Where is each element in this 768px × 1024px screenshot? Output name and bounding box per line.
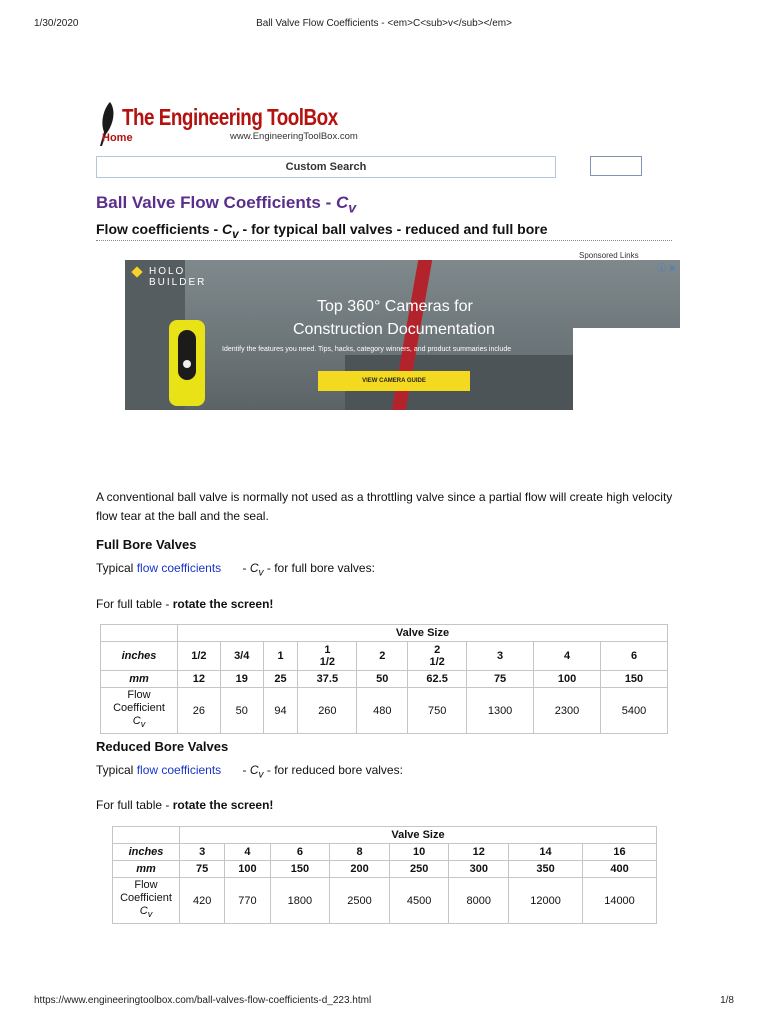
mm-cell: 12: [178, 671, 221, 688]
mm-cell: 19: [220, 671, 263, 688]
mm-cell: 400: [583, 861, 657, 878]
inches-cell: 4: [534, 642, 601, 671]
advertisement-banner[interactable]: [125, 260, 680, 410]
mm-cell: 150: [601, 671, 668, 688]
camera-icon: [169, 320, 205, 406]
reduced-bore-table: [112, 826, 657, 924]
inches-cell: 16: [583, 844, 657, 861]
ad-brand-logo: [135, 266, 206, 288]
cv-cell: 1800: [270, 878, 330, 924]
inches-cell: 14: [509, 844, 583, 861]
cv-cell: 5400: [601, 688, 668, 734]
reduced-bore-rotate-note: For full table - rotate the screen!: [96, 798, 274, 812]
mm-cell: 300: [449, 861, 509, 878]
title-divider: [96, 240, 672, 241]
custom-search-bar[interactable]: Custom Search: [96, 156, 556, 178]
row-label-inches: inches: [113, 844, 180, 861]
inches-cell: 10: [389, 844, 449, 861]
inches-cell: 2 1/2: [408, 642, 467, 671]
cv-cell: 480: [357, 688, 408, 734]
inches-cell: 8: [330, 844, 390, 861]
ad-brand-text: HOLO BUILDER: [149, 266, 207, 288]
inches-cell: 6: [601, 642, 668, 671]
inches-cell: 12: [449, 844, 509, 861]
print-date: 1/30/2020: [34, 18, 79, 29]
mm-cell: 100: [534, 671, 601, 688]
inches-cell: 1 1/2: [298, 642, 357, 671]
row-label-inches: inches: [101, 642, 178, 671]
full-bore-heading: Full Bore Valves: [96, 537, 197, 552]
cv-cell: 26: [178, 688, 221, 734]
row-label-flow-coefficient: Flow Coefficient $C_v$: [101, 688, 178, 734]
cv-cell: 8000: [449, 878, 509, 924]
ad-close-icon[interactable]: ⓘ ✕: [657, 263, 677, 273]
print-title: Ball Valve Flow Coefficients - <em>C<sub>v</sub></em>: [256, 18, 512, 29]
page-title: Ball Valve Flow Coefficients - $C_v$: [96, 193, 357, 217]
table-corner: [101, 625, 178, 642]
reduced-bore-typical-line: Typical flow coefficients - $C_v$ - for reduced bore valves:: [96, 763, 403, 781]
row-label-flow-coefficient: Flow Coefficient $C_v$: [113, 878, 180, 924]
cv-cell: 14000: [583, 878, 657, 924]
inches-cell: 3: [467, 642, 534, 671]
print-page-number: 1/8: [720, 995, 734, 1006]
inches-cell: 3/4: [220, 642, 263, 671]
mm-cell: 25: [263, 671, 298, 688]
inches-cell: 1/2: [178, 642, 221, 671]
camera-lens-dot: [183, 360, 191, 368]
cv-cell: 770: [225, 878, 270, 924]
camera-lens: [178, 330, 196, 380]
ad-description: Identify the features you need. Tips, hacks, category winners, and product summaries include: [222, 346, 512, 353]
cv-cell: 2300: [534, 688, 601, 734]
intro-paragraph: A conventional ball valve is normally not used as a throttling valve since a partial flow will create high velocity flow tear at the ball and the seal.: [96, 490, 673, 523]
cv-cell: 750: [408, 688, 467, 734]
cv-cell: 1300: [467, 688, 534, 734]
home-link[interactable]: Home: [102, 132, 133, 144]
full-bore-table: [100, 624, 668, 734]
row-label-mm: mm: [113, 861, 180, 878]
mm-cell: 100: [225, 861, 270, 878]
mm-cell: 150: [270, 861, 330, 878]
flow-coefficients-link[interactable]: flow coefficients: [136, 561, 222, 575]
full-bore-typical-line: Typical flow coefficients - $C_v$ - for full bore valves:: [96, 561, 375, 579]
flow-coefficients-link[interactable]: flow coefficients: [136, 763, 222, 777]
mm-cell: 62.5: [408, 671, 467, 688]
reduced-bore-heading: Reduced Bore Valves: [96, 739, 229, 754]
site-logo[interactable]: [96, 100, 396, 150]
mm-cell: 75: [180, 861, 225, 878]
inches-cell: 4: [225, 844, 270, 861]
cv-cell: 4500: [389, 878, 449, 924]
cv-cell: 12000: [509, 878, 583, 924]
mm-cell: 350: [509, 861, 583, 878]
mm-cell: 250: [389, 861, 449, 878]
ad-headline-1: Top 360° Cameras for: [317, 298, 473, 315]
ad-headline-2: Construction Documentation: [293, 321, 495, 338]
mm-cell: 37.5: [298, 671, 357, 688]
valve-size-caption: Valve Size: [180, 827, 657, 844]
logo-url: www.EngineeringToolBox.com: [230, 131, 358, 142]
inches-cell: 6: [270, 844, 330, 861]
full-bore-rotate-note: For full table - rotate the screen!: [96, 597, 274, 611]
cv-cell: 2500: [330, 878, 390, 924]
inches-cell: 3: [180, 844, 225, 861]
cv-cell: 260: [298, 688, 357, 734]
page-subtitle: Flow coefficients - $C_v$ - for typical ball valves - reduced and full bore: [96, 221, 548, 241]
inches-cell: 1: [263, 642, 298, 671]
cv-cell: 94: [263, 688, 298, 734]
mm-cell: 75: [467, 671, 534, 688]
sponsored-links-label: Sponsored Links: [579, 251, 639, 260]
row-label-mm: mm: [101, 671, 178, 688]
ad-cta-button[interactable]: VIEW CAMERA GUIDE: [318, 371, 470, 391]
mm-cell: 200: [330, 861, 390, 878]
inches-cell: 2: [357, 642, 408, 671]
table-corner: [113, 827, 180, 844]
logo-title: The Engineering ToolBox: [122, 104, 338, 130]
valve-size-caption: Valve Size: [178, 625, 668, 642]
ad-white-panel: [573, 328, 680, 410]
cv-cell: 50: [220, 688, 263, 734]
mm-cell: 50: [357, 671, 408, 688]
print-url: https://www.engineeringtoolbox.com/ball-valves-flow-coefficients-d_223.html: [34, 995, 372, 1006]
search-input[interactable]: [590, 156, 642, 176]
cv-cell: 420: [180, 878, 225, 924]
